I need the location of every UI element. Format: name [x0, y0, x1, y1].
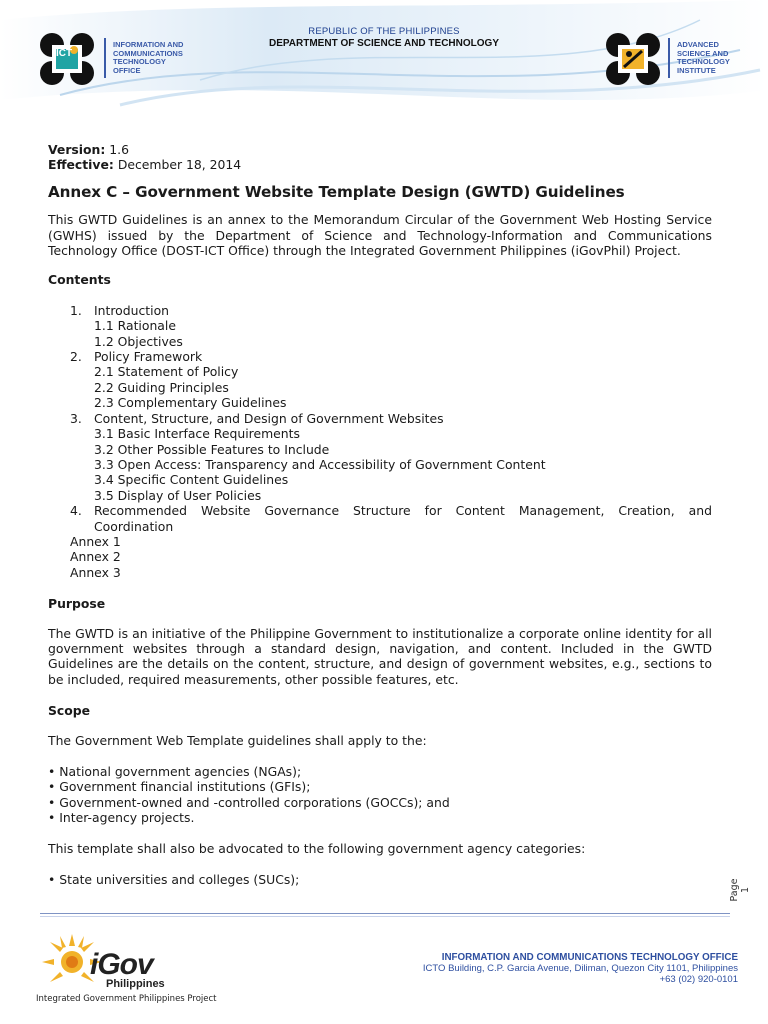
footer-divider-light	[40, 916, 730, 917]
contents-heading: Contents	[48, 272, 111, 288]
toc-annex: Annex 1	[70, 533, 121, 549]
left-logo-divider	[104, 38, 106, 78]
table-of-contents	[48, 303, 712, 580]
advocated-intro: This template shall also be advocated to the following government agency categories:	[48, 840, 586, 856]
list-item: • Inter-agency projects.	[48, 810, 712, 825]
toc-subitem: 3.4 Specific Content Guidelines	[94, 472, 289, 488]
ict-office-name: INFORMATION AND COMMUNICATIONS TECHNOLOGY OFFICE	[113, 40, 184, 75]
toc-subitem: 3.1 Basic Interface Requirements	[94, 426, 300, 442]
igov-country: Philippines	[106, 978, 165, 990]
toc-item: 3. Content, Structure, and Design of Government Websites	[70, 410, 444, 426]
page-number: Page 1	[729, 878, 751, 902]
footer-contact	[423, 952, 738, 985]
toc-subitem: 3.3 Open Access: Transparency and Accessibility of Government Content	[94, 456, 546, 472]
purpose-paragraph: The GWTD is an initiative of the Philippine Government to institutionalize a corporate online identity for all government websites through a standard design, navigation, and content. Included in the GWTD Guidelines are the details on the content, structure, and design of government websites, e.g., sections to be included, required measurements, other possible features, etc.	[48, 625, 712, 687]
toc-subitem: 1.2 Objectives	[94, 333, 183, 349]
ict-office-logo	[38, 32, 96, 86]
asti-logo	[604, 32, 662, 86]
ict-logo-mark: ICT	[56, 48, 73, 59]
toc-subitem: 3.2 Other Possible Features to Include	[94, 441, 330, 457]
toc-subitem: 2.1 Statement of Policy	[94, 364, 239, 380]
list-item: • National government agencies (NGAs);	[48, 764, 712, 779]
igov-project-name: Integrated Government Philippines Project	[36, 994, 217, 1004]
republic-heading: REPUBLIC OF THE PHILIPPINES	[308, 26, 460, 37]
intro-paragraph: This GWTD Guidelines is an annex to the Memorandum Circular of the Government Web Hosting Service (GWHS) issued by the Department of Science and Technology-Information and Communications Technology Office (DOST-ICT Office) through the Integrated Government Philippines (iGovPhil) Project.	[48, 212, 712, 259]
toc-subitem: 3.5 Display of User Policies	[94, 487, 262, 503]
footer-address: ICTO Building, C.P. Garcia Avenue, Diliman, Quezon City 1101, Philippines	[422, 963, 738, 974]
letterhead	[0, 0, 768, 120]
right-logo-divider	[668, 38, 670, 78]
department-heading: DEPARTMENT OF SCIENCE AND TECHNOLOGY	[268, 38, 499, 49]
advocated-list	[48, 872, 712, 887]
footer-divider	[40, 913, 730, 914]
toc-subitem: 2.2 Guiding Principles	[94, 379, 229, 395]
document-title: Annex C – Government Website Template Design (GWTD) Guidelines	[48, 182, 625, 201]
asti-name: ADVANCED SCIENCE AND TECHNOLOGY INSTITUTE	[677, 40, 730, 75]
list-item: • Government-owned and -controlled corporations (GOCCs); and	[48, 795, 712, 810]
toc-item: 4. Recommended Website Governance Structure for Content Management, Creation, and Coordination	[70, 503, 712, 534]
toc-subitem: 1.1 Rationale	[94, 318, 176, 334]
scope-list	[48, 764, 712, 826]
version-line: Version: 1.6	[48, 142, 130, 157]
list-item: • Government financial institutions (GFIs);	[48, 779, 712, 794]
igov-wordmark: iGov	[90, 948, 153, 981]
igov-logo	[34, 932, 234, 1012]
effective-line: Effective: December 18, 2014	[48, 157, 242, 173]
toc-annex: Annex 2	[70, 549, 121, 565]
toc-annex: Annex 3	[70, 564, 121, 580]
document-body	[48, 142, 712, 887]
toc-subitem: 2.3 Complementary Guidelines	[94, 395, 287, 411]
scope-heading: Scope	[48, 703, 91, 719]
footer-office: INFORMATION AND COMMUNICATIONS TECHNOLOGY OFFICE	[441, 952, 738, 963]
toc-item: 1. Introduction	[70, 302, 170, 318]
list-item: • State universities and colleges (SUCs);	[48, 872, 712, 887]
scope-intro: The Government Web Template guidelines shall apply to the:	[48, 732, 427, 748]
purpose-heading: Purpose	[48, 596, 106, 612]
toc-item: 2. Policy Framework	[70, 349, 203, 365]
footer-phone: +63 (02) 920-0101	[659, 974, 738, 985]
